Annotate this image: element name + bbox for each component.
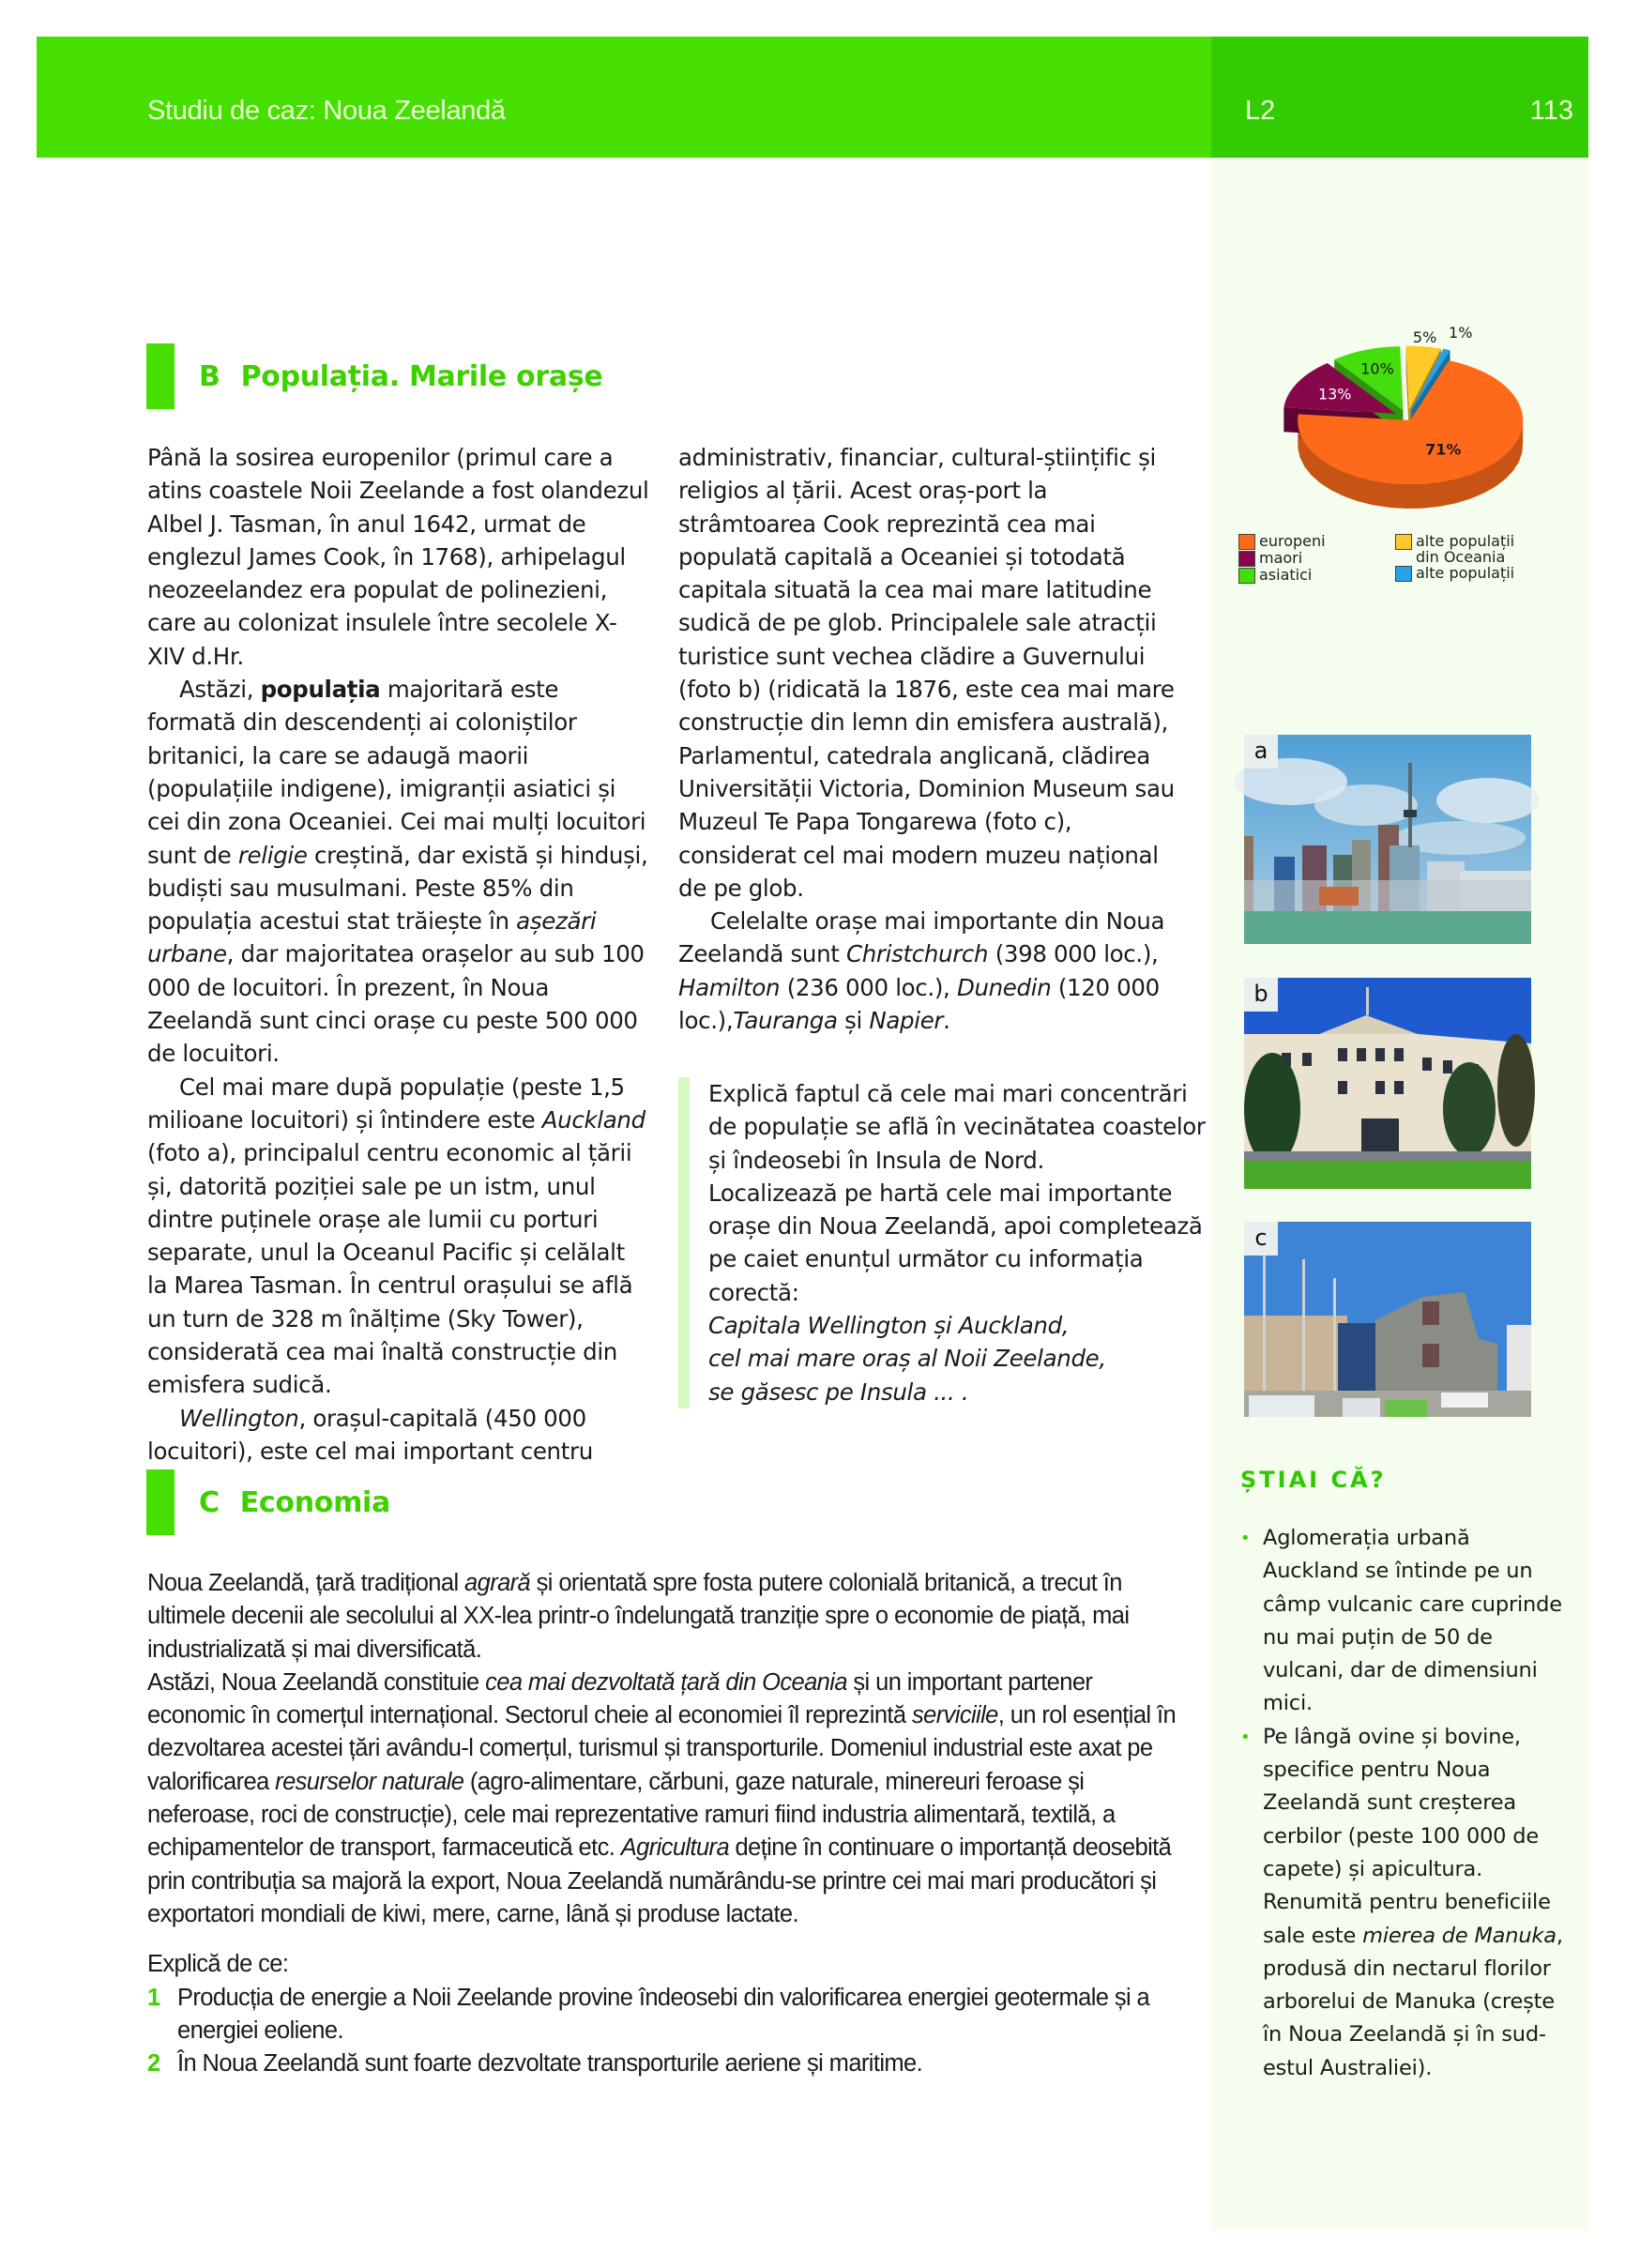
photo-auckland	[1244, 735, 1531, 944]
section-letter: C	[199, 1485, 220, 1519]
page-header-right	[1211, 37, 1588, 158]
question-item	[147, 1982, 1179, 2048]
paragraph: Cel mai mare după populație (peste 1,5 milioane locuitori) și întindere este Auckland (foto a), principalul centru economic al țării și, datorită poziției sale pe un istm, unul dintre puținele orașe ale lumii cu porturi separate, unul la Oceanul Pacific și celălalt la Marea Tasman. În centrul orașului se află un turn de 328 m înălțime (Sky Tower), considerată cea mai înaltă construcție din emisfera sudică.	[147, 1073, 645, 1399]
legend-item: maori	[1238, 550, 1326, 567]
photo-government-building	[1244, 978, 1531, 1189]
pie-data-label: 71%	[1425, 440, 1462, 459]
question-text: În Noua Zeelandă sunt foarte dezvoltate transporturile aeriene și maritime.	[177, 2050, 923, 2078]
section-b-left-column	[147, 441, 649, 1468]
paragraph: Astăzi, Noua Zeelandă constituie cea mai dezvoltată țară din Oceania și un important partener economic în comerțul internațional. Sectorul cheie al economiei îl reprezintă serviciile, un rol esențial în dezvoltarea acestei țări avându-l comerțul, turismul și transporturile. Domeniul industrial este axat pe valorificarea resurselor naturale (agro-alimentare, cărbuni, gaze naturale, minereuri feroase și neferoase, roci de construcție), cele mai reprezentative ramuri fiind industria alimentară, textilă, a echipamentelor de transport, farmaceutică etc. Agricultura deține în continuare o importanță deosebită prin contribuția sa majoră la export, Noua Zeelandă numărându-se printre cei mai mari producători și exportatori mondiali de kiwi, mere, carne, lână și produse lactate.	[147, 1668, 1177, 1927]
paragraph: administrativ, financiar, cultural-științific și religios al țării. Acest oraș-port la strâmtoarea Cook reprezintă cea mai populată capitală a Oceaniei și totodată capitala situată la cea mai mare latitudine sudică de pe glob. Principalele sale atracții turistice sunt vechea clădire a Guvernului (foto b) (ridicată la 1876, este cea mai mare construcție din lemn din emisfera australă), Parlamentul, catedrala anglicană, clădirea Universității Victoria, Dominion Museum sau Muzeul Te Papa Tongarewa (foto c), considerat cel mai modern muzeu național de pe glob.	[678, 444, 1175, 902]
bullet-icon: •	[1240, 1529, 1251, 1548]
section-title: Economia	[239, 1485, 390, 1519]
chart-legend-right	[1395, 533, 1514, 582]
questions-list	[147, 1982, 1179, 2081]
lesson-label: L2	[1245, 96, 1276, 126]
te-papa-museum-image	[1244, 1222, 1531, 1417]
paragraph: Astăzi, populația majoritară este formată din descendenți ai coloniștilor britanici, la care se adaugă maorii (populațiile indigene), imigranții asiatici și cei din zona Oceaniei. Cei mai mulți locuitori sunt de religie creștină, dar există și hinduși, budiști sau musulmani. Peste 85% din populația acestui stat trăiește în așezări urbane, dar majoritatea orașelor au sub 100 000 de locuitori. În prezent, în Noua Zeelandă sunt cinci orașe cu peste 500 000 de locuitori.	[147, 676, 648, 1068]
bullet-icon: •	[1240, 1727, 1251, 1747]
page-number: 113	[1529, 96, 1573, 126]
pie-data-label: 5%	[1412, 327, 1437, 346]
economy-paragraphs	[147, 1567, 1179, 1931]
pie-data-label: 13%	[1317, 385, 1352, 403]
section-b-right-column	[678, 441, 1190, 1037]
task-paragraph: Localizează pe hartă cele mai importante orașe din Noua Zeelandă, apoi completează pe caiet enunțul următor cu informația corectă:	[708, 1179, 1203, 1306]
photo-te-papa-museum	[1244, 1222, 1531, 1417]
population-pie-chart	[1220, 323, 1595, 601]
fact-text: Pe lângă ovine și bovine, specifice pentru Noua Zeelandă sunt creșterea cerbilor (peste 100 000 de capete) și apicultura. Renumită pentru beneficiile sale este mierea de Manuka, produsă din nectarul florilor arborelui de Manuka (crește în Noua Zeelandă și în sud-estul Australiei).	[1263, 1724, 1563, 2080]
section-c-body	[147, 1567, 1179, 2080]
auckland-skyline-image	[1244, 735, 1531, 944]
paragraph: Până la sosirea europenilor (primul care a atins coastele Noii Zeelande a fost olandezul Albel J. Tasman, în anul 1642, urmat de englezul James Cook, în 1768), arhipelagul neozeelandez era populat de polinezieni, care au colonizat insulele între secolele X-XIV d.Hr.	[147, 444, 649, 670]
paragraph: Celelalte orașe mai importante din Noua Zeelandă sunt Christchurch (398 000 loc.), Hamilton (236 000 loc.), Dunedin (120 000 loc.),Tauranga și Napier.	[678, 907, 1165, 1035]
section-title: Populația. Marile orașe	[240, 359, 603, 393]
legend-swatch	[1238, 534, 1255, 550]
legend-swatch	[1238, 568, 1255, 584]
fact-text: Aglomerația urbană Auckland se întinde pe un câmp vulcanic care cuprinde nu mai puțin de 50 de vulcani, dar de dimensiuni mici.	[1263, 1526, 1562, 1716]
task-box	[678, 1077, 1215, 1408]
task-paragraph: Explică faptul că cele mai mari concentrări de populație se află în vecinătatea coastelor și îndeosebi în Insula de Nord.	[708, 1080, 1206, 1174]
section-c-heading	[146, 1469, 390, 1535]
section-marker	[146, 343, 175, 409]
pie-chart-svg	[1220, 323, 1595, 525]
section-marker	[146, 1469, 175, 1535]
legend-swatch	[1395, 534, 1412, 550]
question-number: 1	[147, 1984, 160, 2011]
did-you-know-list	[1240, 1522, 1569, 2085]
legend-item: alte populații din Oceania	[1395, 533, 1514, 565]
legend-item: europeni	[1238, 533, 1326, 550]
fact-item	[1240, 1522, 1569, 1721]
section-letter: B	[199, 359, 220, 393]
photo-tag: c	[1244, 1222, 1278, 1256]
pie-data-label: 10%	[1360, 359, 1394, 378]
government-building-image	[1244, 978, 1531, 1189]
legend-swatch	[1238, 551, 1255, 567]
legend-item: asiatici	[1238, 567, 1326, 584]
photo-tag: a	[1244, 735, 1278, 769]
paragraph: Wellington, orașul-capitală (450 000 locuitori), este cel mai important centru	[147, 1404, 593, 1465]
paragraph: Noua Zeelandă, țară tradițional agrară și orientată spre fosta putere colonială britanică, a trecut în ultimele decenii ale secolului al XX-lea printr-o îndelungată tranziție spre o economie de piață, mai industrializată și mai diversificată.	[147, 1570, 1130, 1663]
section-b-heading	[146, 343, 602, 409]
legend-swatch	[1395, 566, 1412, 582]
chart-legend-left	[1238, 533, 1326, 584]
task-paragraph: Capitala Wellington și Auckland, cel mai mare oraș al Noii Zeelande, se găsesc pe Insula ... .	[708, 1312, 1106, 1406]
question-item	[147, 2047, 1179, 2080]
did-you-know-title: ȘTIAI CĂ?	[1240, 1467, 1387, 1493]
fact-item	[1240, 1721, 1569, 2085]
question-text: Producția de energie a Noii Zeelande provine îndeosebi din valorificarea energiei geotermale și a energiei eoliene.	[177, 1984, 1150, 2044]
questions-intro: Explică de ce:	[147, 1951, 289, 1978]
question-number: 2	[147, 2050, 160, 2078]
chapter-title: Studiu de caz: Noua Zeelandă	[147, 96, 506, 126]
pie-data-label: 1%	[1449, 323, 1473, 342]
photo-tag: b	[1244, 978, 1278, 1012]
legend-item: alte populații	[1395, 565, 1514, 582]
